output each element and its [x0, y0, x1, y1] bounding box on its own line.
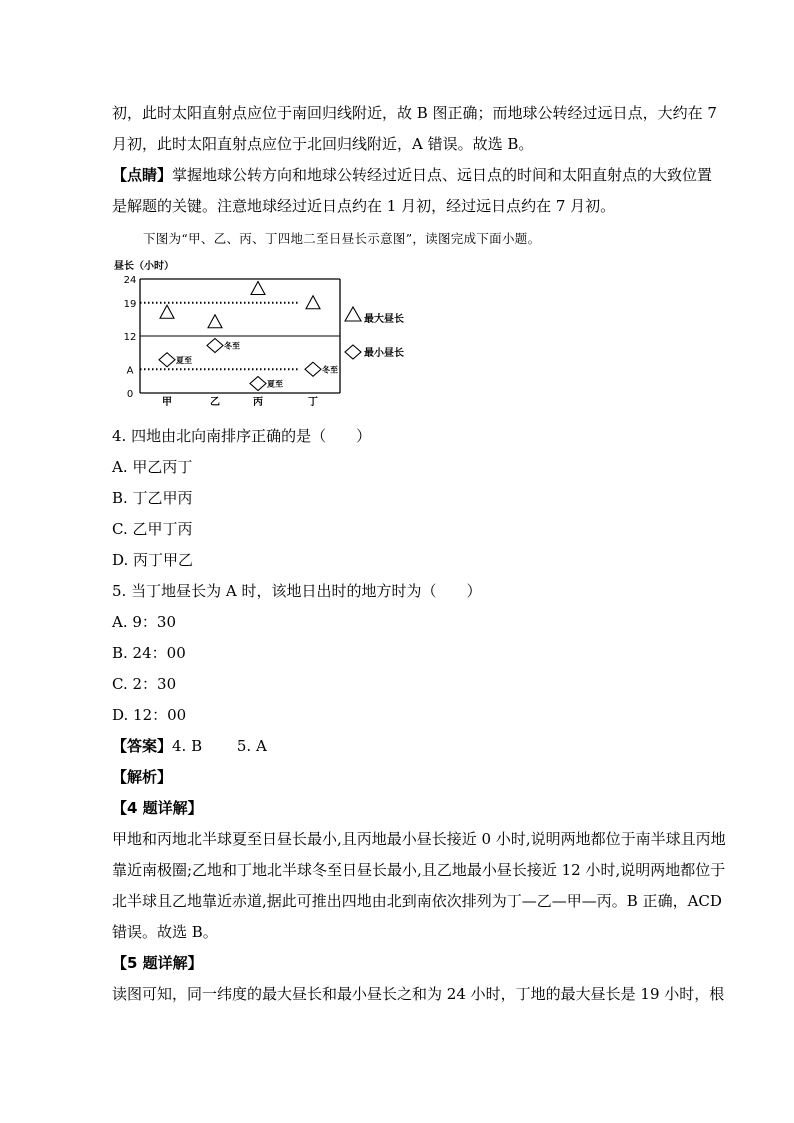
min-daylength-diamond: [159, 353, 175, 367]
question-5-option-b[interactable]: B. 24：00: [112, 644, 186, 662]
analysis-label: 【解析】: [112, 768, 173, 786]
q5-detail-line: 读图可知，同一纬度的最大昼长和最小昼长之和为 24 小时，丁地的最大昼长是 19 小时，根: [112, 985, 725, 1003]
y-tick-label: A: [126, 365, 134, 377]
question-5-option-d[interactable]: D. 12：00: [112, 706, 187, 724]
q4-detail-line: 靠近南极圈;乙地和丁地北半球冬至日昼长最小,且乙地最小昼长接近 12 小时,说明两地都位于: [112, 861, 726, 879]
x-tick-label: 甲: [162, 397, 172, 407]
reference-lines: [140, 303, 340, 370]
figure-intro: 下图为“甲、乙、丙、丁四地二至日昼长示意图”，读图完成下面小题。: [143, 231, 541, 246]
y-tick-label: 12: [123, 332, 137, 343]
max-daylength-triangle: [306, 296, 320, 309]
q5-detail-label: 【5 题详解】: [112, 954, 203, 972]
max-daylength-triangle: [160, 305, 174, 318]
figure-ylabel: 昼长（小时）: [114, 261, 174, 272]
min-daylength-diamond: [207, 339, 223, 353]
tip-line-2: 是解题的关键。注意地球经过近日点约在 1 月初，经过远日点约在 7 月初。: [112, 197, 616, 215]
figure-legend: [345, 307, 404, 359]
answer-line: [112, 736, 267, 756]
y-tick-label: 19: [123, 298, 137, 310]
tip-text: 掌握地球公转方向和地球公转经过近日点、远日点的时间和太阳直射点的大致位置: [172, 166, 713, 184]
answer-text: 4. B 5. A: [172, 737, 267, 755]
y-tick-label: 0: [126, 389, 134, 400]
legend-diamond-icon: [345, 345, 361, 359]
question-4-stem: 4. 四地由北向南排序正确的是（ ）: [112, 427, 372, 445]
question-4-option-c[interactable]: C. 乙甲丁丙: [112, 520, 193, 538]
question-4-option-a[interactable]: A. 甲乙丙丁: [112, 458, 193, 476]
paragraph-line: 月初，此时太阳直射点应位于北回归线附近，A 错误。故选 B。: [112, 135, 534, 153]
question-5-option-c[interactable]: C. 2：30: [112, 675, 177, 693]
tip-label: 【点睛】: [112, 166, 173, 184]
solstice-label: 冬至: [224, 341, 240, 351]
min-daylength-diamond: [250, 377, 266, 391]
question-5-stem: 5. 当丁地昼长为 A 时，该地日出时的地方时为（ ）: [112, 582, 482, 600]
q4-detail-line: 错误。故选 B。: [112, 923, 218, 941]
paragraph-line: 初，此时太阳直射点应位于南回归线附近，故 B 图正确；而地球公转经过远日点，大约在 7: [112, 104, 717, 122]
y-tick-label: 24: [123, 275, 137, 286]
q4-detail-label: 【4 题详解】: [112, 799, 203, 817]
solstice-label: 夏至: [267, 379, 283, 389]
answer-label: 【答案】: [112, 737, 173, 755]
question-5-option-a[interactable]: A. 9：30: [112, 613, 176, 631]
legend-max-label: 最大昼长: [364, 314, 404, 325]
tip-line: [112, 165, 712, 185]
max-daylength-triangle: [208, 315, 222, 328]
y-axis-ticks: [124, 275, 137, 400]
x-tick-label: 乙: [210, 397, 220, 407]
x-tick-label: 丙: [253, 397, 263, 407]
question-4-option-b[interactable]: B. 丁乙甲丙: [112, 489, 193, 507]
day-length-figure: [112, 257, 442, 407]
question-4-option-d[interactable]: D. 丙丁甲乙: [112, 551, 194, 569]
legend-min-label: 最小昼长: [364, 348, 404, 359]
solstice-label: 夏至: [176, 355, 192, 365]
legend-triangle-icon: [345, 307, 361, 321]
min-daylength-marks: [159, 339, 338, 391]
x-tick-label: 丁: [308, 397, 318, 407]
max-daylength-triangle: [251, 282, 265, 295]
solstice-label: 冬至: [322, 365, 338, 375]
min-daylength-diamond: [305, 362, 321, 376]
x-axis-ticks: [162, 395, 318, 407]
max-daylength-marks: [160, 282, 320, 328]
q4-detail-line: 北半球且乙地靠近赤道,据此可推出四地由北到南依次排列为丁—乙—甲—丙。B 正确，ACD: [112, 892, 722, 910]
q4-detail-line: 甲地和丙地北半球夏至日昼长最小,且丙地最小昼长接近 0 小时,说明两地都位于南半球且丙地: [112, 830, 726, 848]
